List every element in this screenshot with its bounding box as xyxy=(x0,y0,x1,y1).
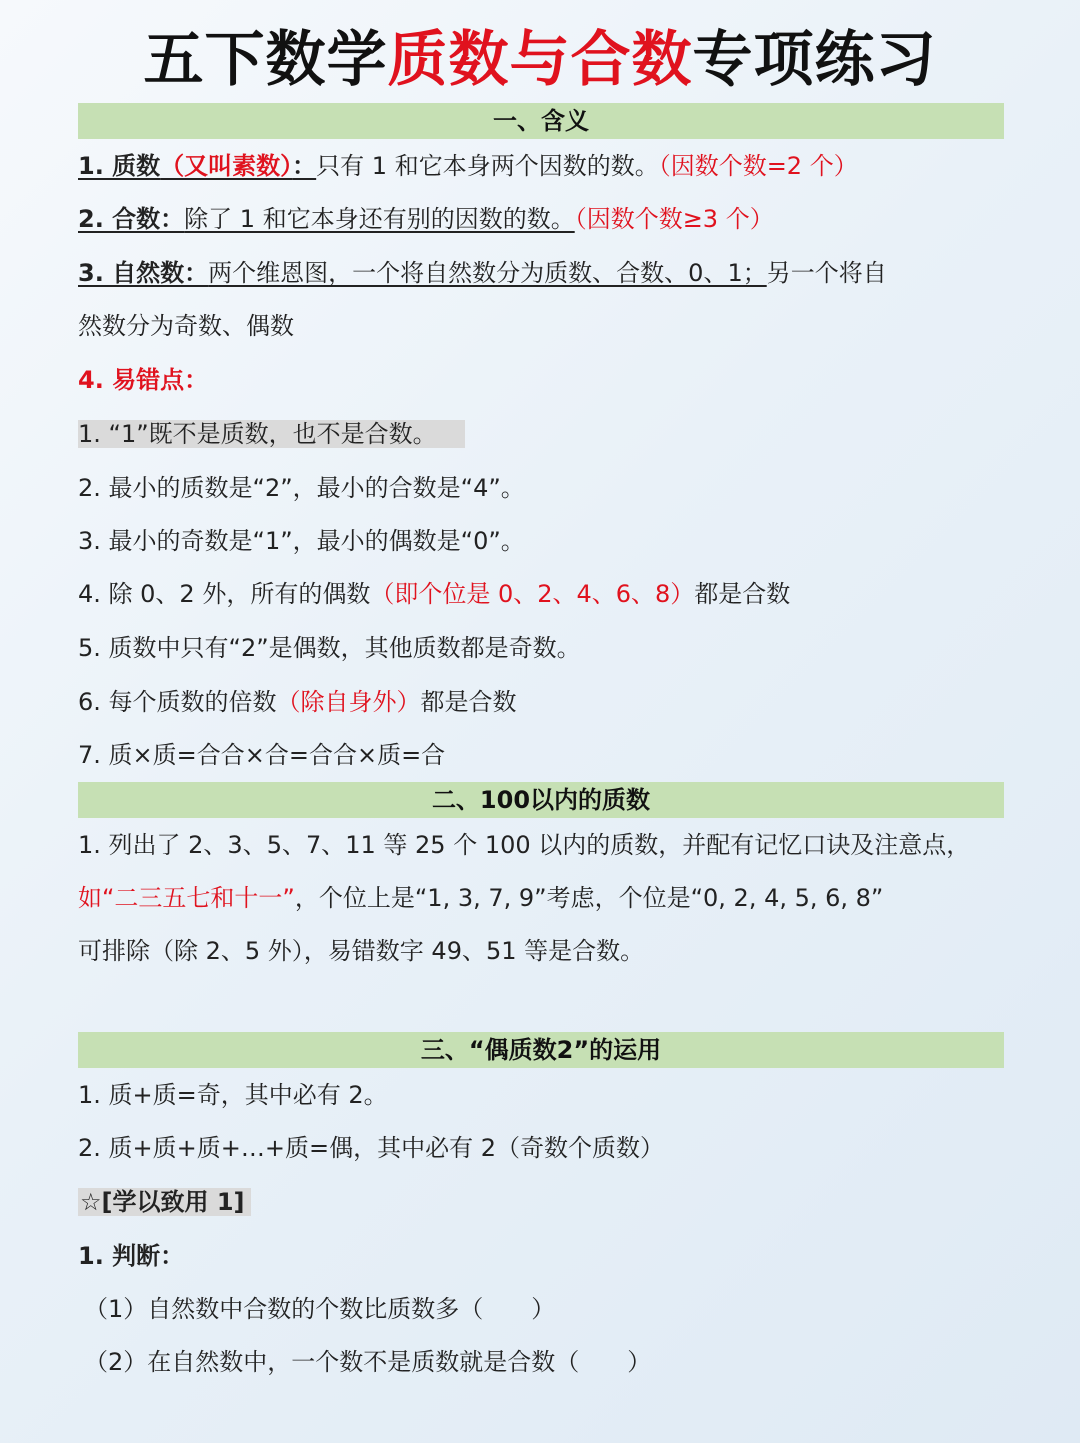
section-header-meaning: 一、含义 xyxy=(78,103,1004,139)
def-natural-label: 3. 自然数： xyxy=(78,259,209,287)
mistake-1-text: 1. “1”既不是质数，也不是合数。 xyxy=(78,420,465,448)
question-item-2: （2）在自然数中，一个数不是质数就是合数（ ） xyxy=(84,1348,652,1376)
mistake-item-1 xyxy=(78,416,465,452)
even-prime-rule-2: 2. 质+质+质+…+质=偶，其中必有 2（奇数个质数） xyxy=(78,1134,664,1162)
mistakes-title: 4. 易错点： xyxy=(78,366,209,394)
title-prefix: 五下数学 xyxy=(143,25,388,95)
mistake-4-red: （即个位是 0、2、4、6、8） xyxy=(370,580,695,608)
mistake-item-4 xyxy=(78,576,790,612)
primes-line-2-rest: ，个位上是“1, 3, 7, 9”考虑，个位是“0, 2, 4, 5, 6, 8” xyxy=(294,884,884,912)
def-prime-text: 只有 1 和它本身两个因数的数。 xyxy=(316,152,659,180)
mistake-item-7: 7. 质×质=合合×合=合合×质=合 xyxy=(78,741,446,769)
def-prime-colon: ： xyxy=(292,152,317,180)
mistake-4-a: 4. 除 0、2 外，所有的偶数 xyxy=(78,580,371,608)
primes-line-2 xyxy=(78,880,883,916)
definition-prime xyxy=(78,148,858,184)
def-prime-label: 1. 质数 xyxy=(78,152,161,180)
mistake-6-red: （除自身外） xyxy=(276,688,421,716)
primes-line-1: 1. 列出了 2、3、5、7、11 等 25 个 100 以内的质数，并配有记忆口诀及注意点， xyxy=(78,831,971,859)
practice-section xyxy=(78,1184,251,1220)
question-item-1: （1）自然数中合数的个数比质数多（ ） xyxy=(84,1295,556,1323)
mistake-item-3: 3. 最小的奇数是“1”，最小的偶数是“0”。 xyxy=(78,527,525,555)
page-title xyxy=(0,18,1080,102)
def-composite-label: 2. 合数： xyxy=(78,205,185,233)
def-prime-note: （因数个数=2 个） xyxy=(658,152,858,180)
title-highlight: 质数与合数 xyxy=(387,25,693,95)
def-prime-alias: （又叫素数） xyxy=(160,152,293,180)
definition-natural xyxy=(78,255,887,291)
definition-natural-cont: 然数分为奇数、偶数 xyxy=(78,312,294,340)
def-natural-rest: 另一个将自 xyxy=(766,259,887,287)
definition-composite xyxy=(78,201,774,237)
question-judge-title: 1. 判断： xyxy=(78,1242,185,1270)
primes-mnemonic: 如“二三五七和十一” xyxy=(78,884,295,912)
practice-title: ☆[学以致用 1] xyxy=(78,1188,251,1216)
mistake-6-a: 6. 每个质数的倍数 xyxy=(78,688,277,716)
def-natural-text: 两个维恩图，一个将自然数分为质数、合数、0、1； xyxy=(208,259,767,287)
mistake-6-b: 都是合数 xyxy=(420,688,517,716)
section-header-primes-under-100: 二、100以内的质数 xyxy=(78,782,1004,818)
def-composite-note: （因数个数≥3 个） xyxy=(574,205,774,233)
mistake-4-b: 都是合数 xyxy=(694,580,791,608)
primes-line-3: 可排除（除 2、5 外），易错数字 49、51 等是合数。 xyxy=(78,937,645,965)
mistake-item-6 xyxy=(78,684,517,720)
even-prime-rule-1: 1. 质+质=奇，其中必有 2。 xyxy=(78,1081,388,1109)
mistake-item-5: 5. 质数中只有“2”是偶数，其他质数都是奇数。 xyxy=(78,634,581,662)
def-composite-text: 除了 1 和它本身还有别的因数的数。 xyxy=(184,205,575,233)
section-header-even-prime: 三、“偶质数2”的运用 xyxy=(78,1032,1004,1068)
mistake-item-2: 2. 最小的质数是“2”，最小的合数是“4”。 xyxy=(78,474,525,502)
title-suffix: 专项练习 xyxy=(692,25,937,95)
